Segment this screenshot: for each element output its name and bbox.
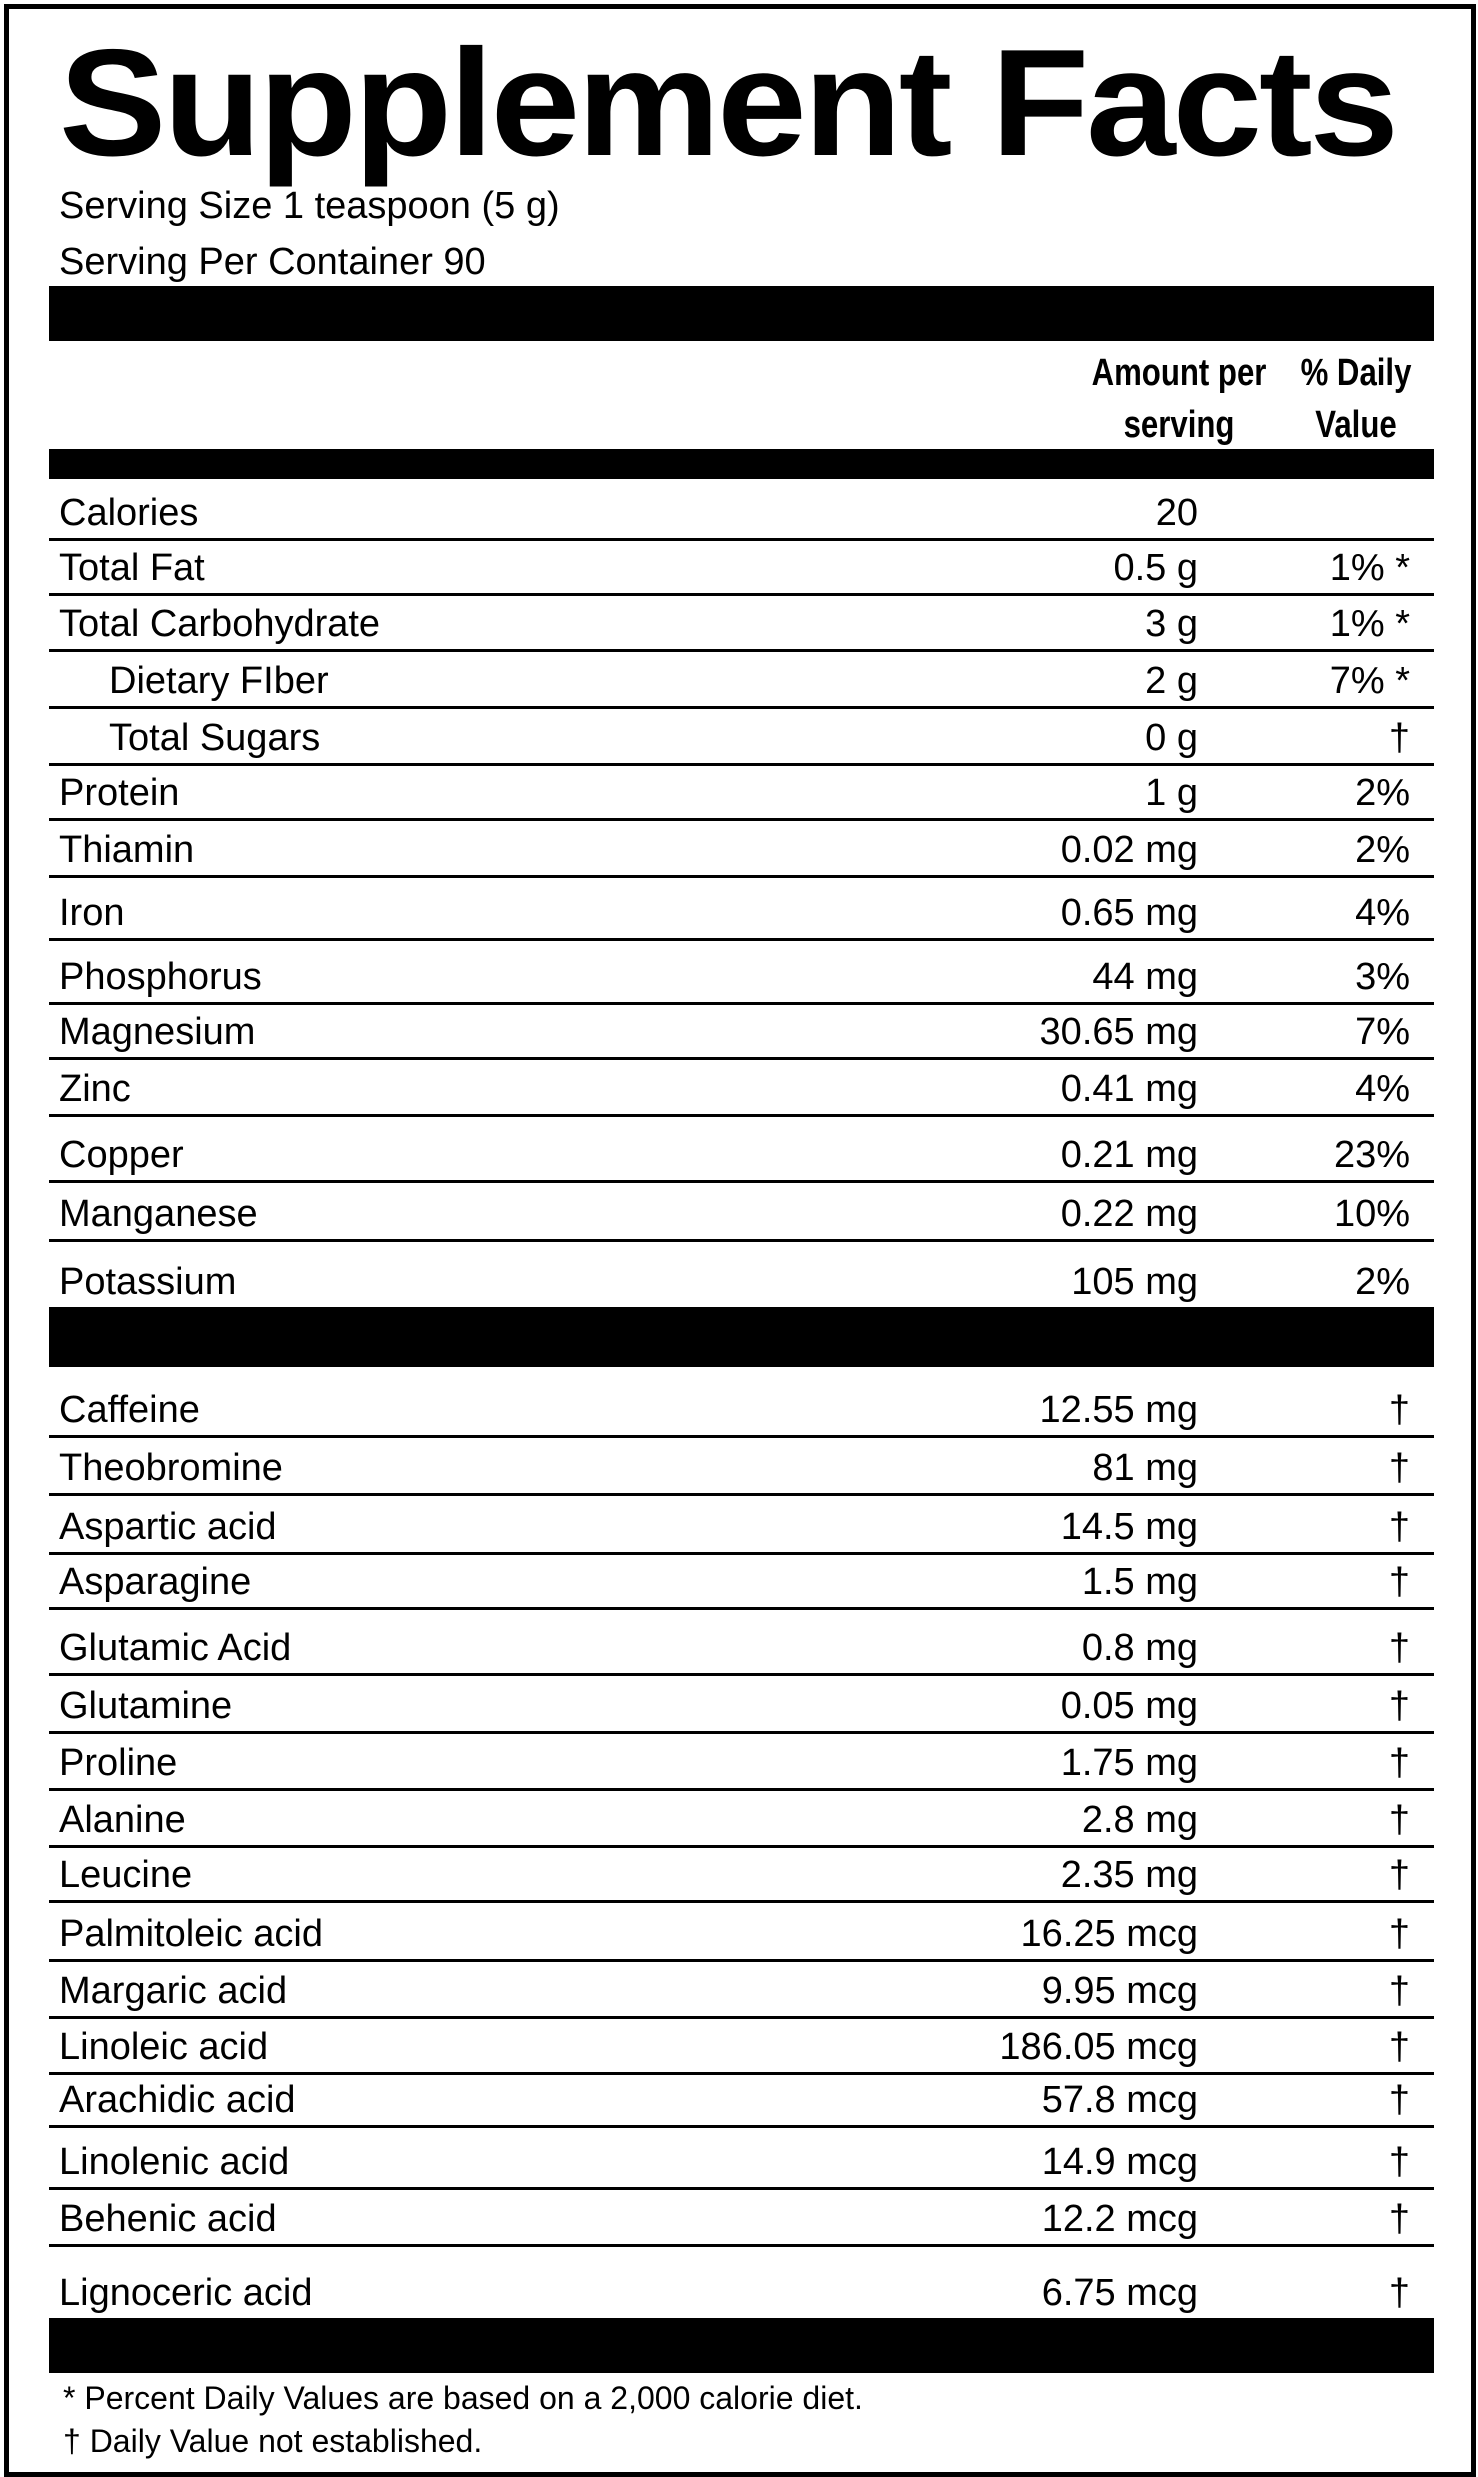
amount-per-serving: 14.9 mcg [1041,2141,1198,2183]
nutrient-name: Caffeine [59,1389,200,1431]
amount-per-serving: 2.35 mg [1060,1854,1198,1896]
amount-per-serving: 2.8 mg [1081,1799,1198,1841]
amount-per-serving: 44 mg [1092,956,1198,998]
amount-per-serving: 6.75 mcg [1041,2272,1198,2314]
table-row [49,652,1434,709]
amount-per-serving: 0.41 mg [1060,1068,1198,1110]
amount-per-serving: 16.25 mcg [1020,1913,1198,1955]
amount-per-serving: 30.65 mg [1039,1011,1198,1053]
amount-per-serving: 0.05 mg [1060,1685,1198,1727]
table-row [49,1555,1434,1610]
table-row [49,821,1434,878]
daily-value: † [1388,1561,1410,1603]
daily-value: 4% [1355,892,1410,934]
amount-per-serving: 0 g [1145,717,1198,759]
nutrient-name: Dietary FIber [109,660,329,702]
table-row [49,1367,1434,1438]
daily-value: † [1388,2026,1410,2068]
daily-value: † [1388,1742,1410,1784]
dv-header-line1: % Daily [1300,352,1412,394]
amount-per-serving: 105 mg [1071,1261,1198,1303]
table-row [49,479,1434,541]
nutrient-name: Zinc [59,1068,131,1110]
table-row [49,2128,1434,2190]
daily-value: † [1388,1799,1410,1841]
daily-value: 23% [1333,1134,1410,1176]
nutrient-name: Thiamin [59,829,195,871]
table-row [49,1791,1434,1848]
amount-per-serving: 12.2 mcg [1041,2198,1198,2240]
daily-value: 2% [1355,1261,1410,1303]
table-row [49,2190,1434,2247]
daily-value: 1% * [1329,603,1410,645]
serving-size: Serving Size 1 teaspoon (5 g) [59,185,560,227]
daily-value: † [1388,1506,1410,1548]
nutrient-name: Theobromine [59,1447,283,1489]
table-row [49,1060,1434,1117]
nutrient-name: Total Fat [59,547,205,589]
amount-per-serving: 0.22 mg [1060,1193,1198,1235]
table-row [49,1438,1434,1496]
table-row [49,1005,1434,1060]
table-row [49,1903,1434,1962]
table-row [49,1848,1434,1903]
nutrient-name: Alanine [59,1799,186,1841]
table-row [49,941,1434,1005]
nutrient-name: Arachidic acid [59,2079,296,2121]
daily-value: † [1388,2198,1410,2240]
daily-value: 7% [1355,1011,1410,1053]
amount-per-serving: 1.75 mg [1060,1742,1198,1784]
amount-per-serving: 14.5 mg [1060,1506,1198,1548]
nutrient-name: Phosphorus [59,956,262,998]
nutrient-name: Manganese [59,1193,258,1235]
nutrient-name: Linoleic acid [59,2026,269,2068]
nutrient-name: Magnesium [59,1011,256,1053]
nutrient-name: Iron [59,892,125,934]
amount-per-serving: 81 mg [1092,1447,1198,1489]
table-row [49,1734,1434,1791]
daily-value: 7% * [1329,660,1410,702]
table-row [49,2075,1434,2128]
table-row [49,1496,1434,1555]
label-title: Supplement Facts [59,18,1396,188]
daily-value: † [1388,2079,1410,2121]
nutrient-name: Behenic acid [59,2198,277,2240]
table-row [49,541,1434,596]
nutrient-name: Copper [59,1134,184,1176]
dv-header-line2: Value [1315,404,1397,446]
amount-per-serving: 9.95 mcg [1041,1970,1198,2012]
servings-per-container: Serving Per Container 90 [59,241,486,283]
daily-value: † [1388,1447,1410,1489]
table-row [49,1962,1434,2019]
daily-value: 3% [1355,956,1410,998]
table-row [49,1117,1434,1183]
amount-per-serving: 2 g [1145,660,1198,702]
amount-per-serving: 57.8 mcg [1041,2079,1198,2121]
amount-per-serving: 0.02 mg [1060,829,1198,871]
nutrient-name: Glutamine [59,1685,233,1727]
nutrient-name: Lignoceric acid [59,2272,313,2314]
daily-value: 2% [1355,829,1410,871]
table-row [49,1610,1434,1676]
nutrient-name: Proline [59,1742,178,1784]
nutrient-name: Leucine [59,1854,193,1896]
amount-per-serving: 3 g [1145,603,1198,645]
amount-header-line2: serving [1123,404,1235,446]
amount-per-serving: 186.05 mcg [999,2026,1198,2068]
daily-value: † [1388,1970,1410,2012]
daily-value: 4% [1355,1068,1410,1110]
nutrient-name: Margaric acid [59,1970,288,2012]
table-row [49,766,1434,821]
amount-per-serving: 20 [1155,492,1198,534]
daily-value: † [1388,2272,1410,2314]
daily-value: † [1388,1627,1410,1669]
nutrient-name: Total Carbohydrate [59,603,381,645]
daily-value: † [1388,2141,1410,2183]
daily-value: † [1388,717,1410,759]
daily-value-header [1286,347,1425,451]
nutrient-name: Protein [59,772,180,814]
table-row [49,878,1434,941]
table-row [49,2247,1434,2318]
supplement-facts-label [4,4,1476,2477]
daily-value: † [1388,1854,1410,1896]
daily-value: 10% [1333,1193,1410,1235]
amount-per-serving: 1.5 mg [1081,1561,1198,1603]
amount-per-serving: 0.21 mg [1060,1134,1198,1176]
table-row [49,1676,1434,1734]
table-row [49,709,1434,766]
nutrient-name: Glutamic Acid [59,1627,292,1669]
daily-value: 1% * [1329,547,1410,589]
amount-per-serving-header [1072,347,1285,451]
footnote-not-established: † Daily Value not established. [63,2423,483,2459]
amount-header-line1: Amount per [1091,352,1267,394]
daily-value: † [1388,1685,1410,1727]
amount-per-serving: 0.5 g [1113,547,1198,589]
daily-value: † [1388,1389,1410,1431]
table-row [49,2019,1434,2075]
daily-value: 2% [1355,772,1410,814]
thick-divider-top [49,286,1434,341]
footnote-percent-dv: * Percent Daily Values are based on a 2,000 calorie diet. [63,2380,863,2416]
table-row [49,1242,1434,1307]
amount-per-serving: 1 g [1145,772,1198,814]
nutrient-name: Palmitoleic acid [59,1913,323,1955]
nutrient-name: Asparagine [59,1561,252,1603]
nutrient-name: Calories [59,492,199,534]
nutrient-name: Potassium [59,1261,237,1303]
table-row [49,1183,1434,1242]
nutrient-name: Aspartic acid [59,1506,277,1548]
nutrient-name: Total Sugars [109,717,321,759]
amount-per-serving: 0.65 mg [1060,892,1198,934]
amount-per-serving: 0.8 mg [1081,1627,1198,1669]
daily-value: † [1388,1913,1410,1955]
table-row [49,596,1434,652]
thick-divider-middle [49,1307,1434,1367]
nutrient-name: Linolenic acid [59,2141,290,2183]
thick-divider-bottom [49,2318,1434,2373]
thick-divider-header [49,449,1434,479]
amount-per-serving: 12.55 mg [1039,1389,1198,1431]
